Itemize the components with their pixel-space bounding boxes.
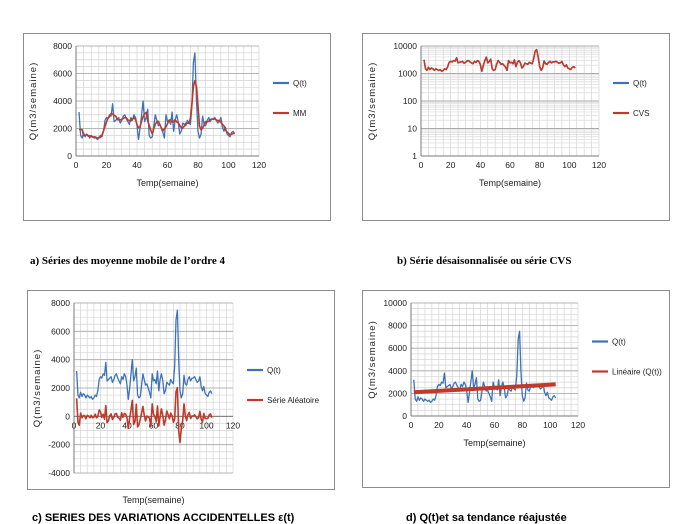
series-line-a-0 xyxy=(79,53,235,140)
caption-b: b) Série désaisonnalisée ou série CVS xyxy=(397,255,572,267)
x-tick-label: 60 xyxy=(489,420,500,430)
legend-label: Q(t) xyxy=(612,337,626,347)
x-axis-title: Temp(semaine) xyxy=(463,438,526,448)
x-tick-label: 60 xyxy=(148,420,159,431)
legend-label: Q(t) xyxy=(633,79,647,88)
y-tick-label: 0 xyxy=(65,411,70,422)
series-line-c-0 xyxy=(77,310,212,399)
x-axis-title: Temp(semaine) xyxy=(136,178,199,188)
x-tick-label: 20 xyxy=(101,160,112,170)
y-tick-label: 100 xyxy=(402,96,417,106)
chart-a-grid xyxy=(76,46,259,156)
x-tick-label: 20 xyxy=(95,420,106,431)
caption-c: c) SERIES DES VARIATIONS ACCIDENTELLES ε(t) xyxy=(32,512,295,524)
y-tick-label: 8000 xyxy=(388,320,407,331)
chart-c-legend xyxy=(247,366,320,405)
legend-label: Série Aléatoire xyxy=(267,396,320,405)
x-tick-label: 80 xyxy=(517,420,528,430)
x-tick-label: 60 xyxy=(505,160,515,170)
y-tick-label: 6000 xyxy=(388,343,407,354)
x-tick-label: 100 xyxy=(562,160,577,170)
y-tick-label: 1 xyxy=(412,151,417,161)
x-tick-label: 40 xyxy=(122,420,132,431)
caption-a: a) Séries des moyenne mobile de l’ordre 4 xyxy=(30,255,226,267)
x-tick-label: 120 xyxy=(591,160,607,170)
y-axis-title: Q(m3/semaine) xyxy=(367,320,378,399)
y-tick-label: -4000 xyxy=(48,468,70,478)
y-axis-title: Q(m3/semaine) xyxy=(28,61,39,141)
y-tick-label: 1000 xyxy=(398,68,417,79)
x-tick-label: 80 xyxy=(534,160,545,170)
caption-d: d) Q(t)et sa tendance réajustée xyxy=(406,512,567,524)
chart-b-svg xyxy=(363,34,671,222)
x-axis-title: Temp(semaine) xyxy=(122,495,185,505)
x-tick-label: 60 xyxy=(162,160,173,170)
x-tick-label: 20 xyxy=(434,420,444,430)
y-tick-label: 10 xyxy=(407,123,417,134)
x-tick-label: 20 xyxy=(445,160,456,170)
chart-d-legend xyxy=(592,338,662,377)
series-line-a-1 xyxy=(79,81,235,138)
chart-a-svg xyxy=(24,34,332,222)
chart-panel-a xyxy=(23,33,331,221)
legend-label: Linéaire (Q(t)) xyxy=(612,367,662,377)
y-tick-label: 2000 xyxy=(51,383,70,393)
x-tick-label: 120 xyxy=(251,160,267,170)
x-tick-label: 120 xyxy=(225,420,241,431)
y-tick-label: 0 xyxy=(402,411,407,421)
x-tick-label: 0 xyxy=(418,160,424,170)
chart-c-svg xyxy=(28,291,336,505)
legend-label: MM xyxy=(293,109,307,118)
x-tick-label: 100 xyxy=(221,160,236,170)
x-tick-label: 0 xyxy=(408,420,414,430)
y-tick-label: 2000 xyxy=(388,388,407,399)
x-axis-title: Temp(semaine) xyxy=(478,178,542,188)
x-tick-label: 100 xyxy=(199,420,214,431)
y-tick-label: 0 xyxy=(67,151,72,161)
y-tick-label: 6000 xyxy=(53,68,72,79)
legend-label: Q(t) xyxy=(293,79,307,88)
chart-panel-d xyxy=(362,290,670,488)
y-tick-label: 8000 xyxy=(53,41,72,51)
y-tick-label: 8000 xyxy=(51,298,70,308)
chart-d-svg xyxy=(363,291,671,489)
y-tick-label: 4000 xyxy=(51,354,70,365)
chart-b-legend xyxy=(613,79,649,118)
chart-a-legend xyxy=(273,79,307,118)
x-tick-label: 0 xyxy=(71,420,77,431)
chart-d-grid xyxy=(411,303,578,416)
chart-panel-b xyxy=(362,33,670,221)
x-tick-label: 100 xyxy=(543,420,558,430)
y-axis-title: Q(m3/semaine) xyxy=(32,348,43,428)
x-tick-label: 40 xyxy=(475,160,486,170)
y-tick-label: 4000 xyxy=(53,96,72,106)
x-tick-label: 80 xyxy=(175,420,185,431)
chart-panel-c xyxy=(27,290,335,505)
x-tick-label: 80 xyxy=(193,160,203,170)
x-tick-label: 120 xyxy=(570,420,586,430)
y-tick-label: 10000 xyxy=(393,41,417,51)
y-tick-label: 6000 xyxy=(51,326,70,337)
y-tick-label: 2000 xyxy=(53,123,72,134)
y-tick-label: 4000 xyxy=(388,365,407,376)
y-tick-label: 10000 xyxy=(383,298,407,308)
y-axis-title: Q(m3/semaine) xyxy=(367,61,378,141)
x-tick-label: 40 xyxy=(132,160,142,170)
y-tick-label: -2000 xyxy=(48,439,70,450)
x-tick-label: 0 xyxy=(73,160,79,170)
legend-label: CVS xyxy=(633,109,650,118)
x-tick-label: 40 xyxy=(461,420,472,430)
legend-label: Q(t) xyxy=(267,366,281,375)
